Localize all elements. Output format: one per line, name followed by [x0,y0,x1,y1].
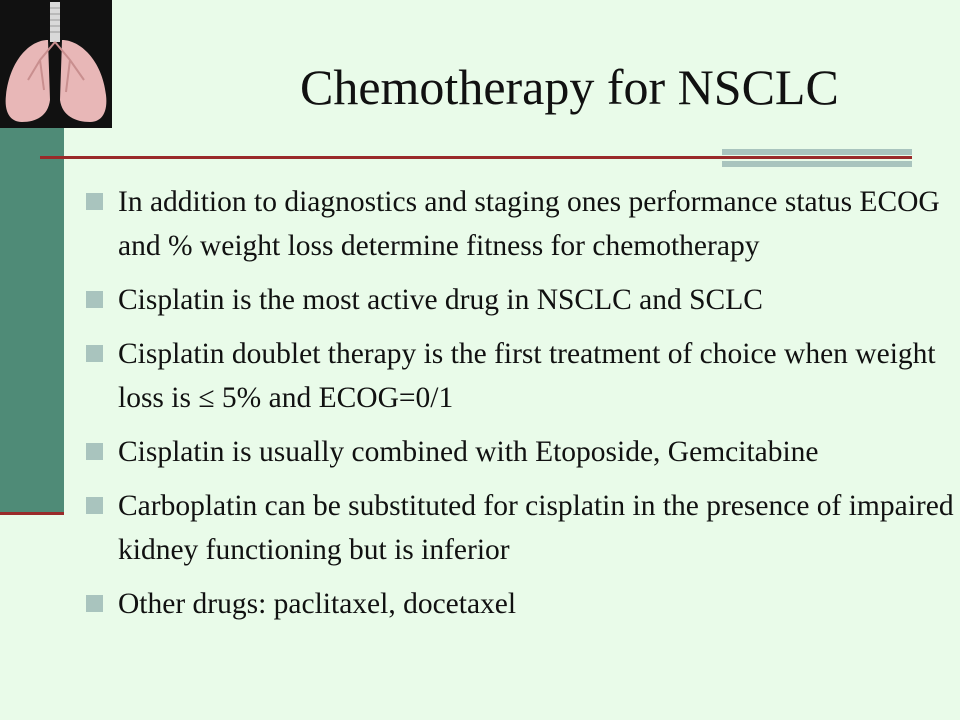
bullet-item [86,332,956,420]
lungs-icon [0,0,112,128]
bullet-text: Cisplatin is the most active drug in NSCLC and SCLC [118,284,763,316]
square-bullet-icon [86,345,103,362]
title-rule-gray-bottom [722,161,912,167]
bullet-list [86,180,956,636]
bullet-item [86,180,956,268]
bullet-item [86,430,956,474]
title-rule-gray-top [722,149,912,155]
bullet-text: Cisplatin doublet therapy is the first treatment of choice when weight loss is ≤ 5% and ECOG=0/1 [118,338,936,414]
bullet-item [86,484,956,572]
square-bullet-icon [86,291,103,308]
left-accent-band [0,128,64,513]
bullet-text: In addition to diagnostics and staging ones performance status ECOG and % weight loss determine fitness for chemotherapy [118,186,940,262]
bullet-item [86,582,956,626]
bullet-text: Cisplatin is usually combined with Etoposide, Gemcitabine [118,436,819,468]
title-rule-red [40,156,912,159]
square-bullet-icon [86,443,103,460]
square-bullet-icon [86,595,103,612]
square-bullet-icon [86,497,103,514]
left-band-divider [0,512,64,515]
lungs-image [0,0,112,128]
bullet-item [86,278,956,322]
bullet-text: Carboplatin can be substituted for cisplatin in the presence of impaired kidney functioning but is inferior [118,490,954,566]
square-bullet-icon [86,193,103,210]
slide-title: Chemotherapy for NSCLC [300,59,839,115]
bullet-text: Other drugs: paclitaxel, docetaxel [118,588,517,620]
